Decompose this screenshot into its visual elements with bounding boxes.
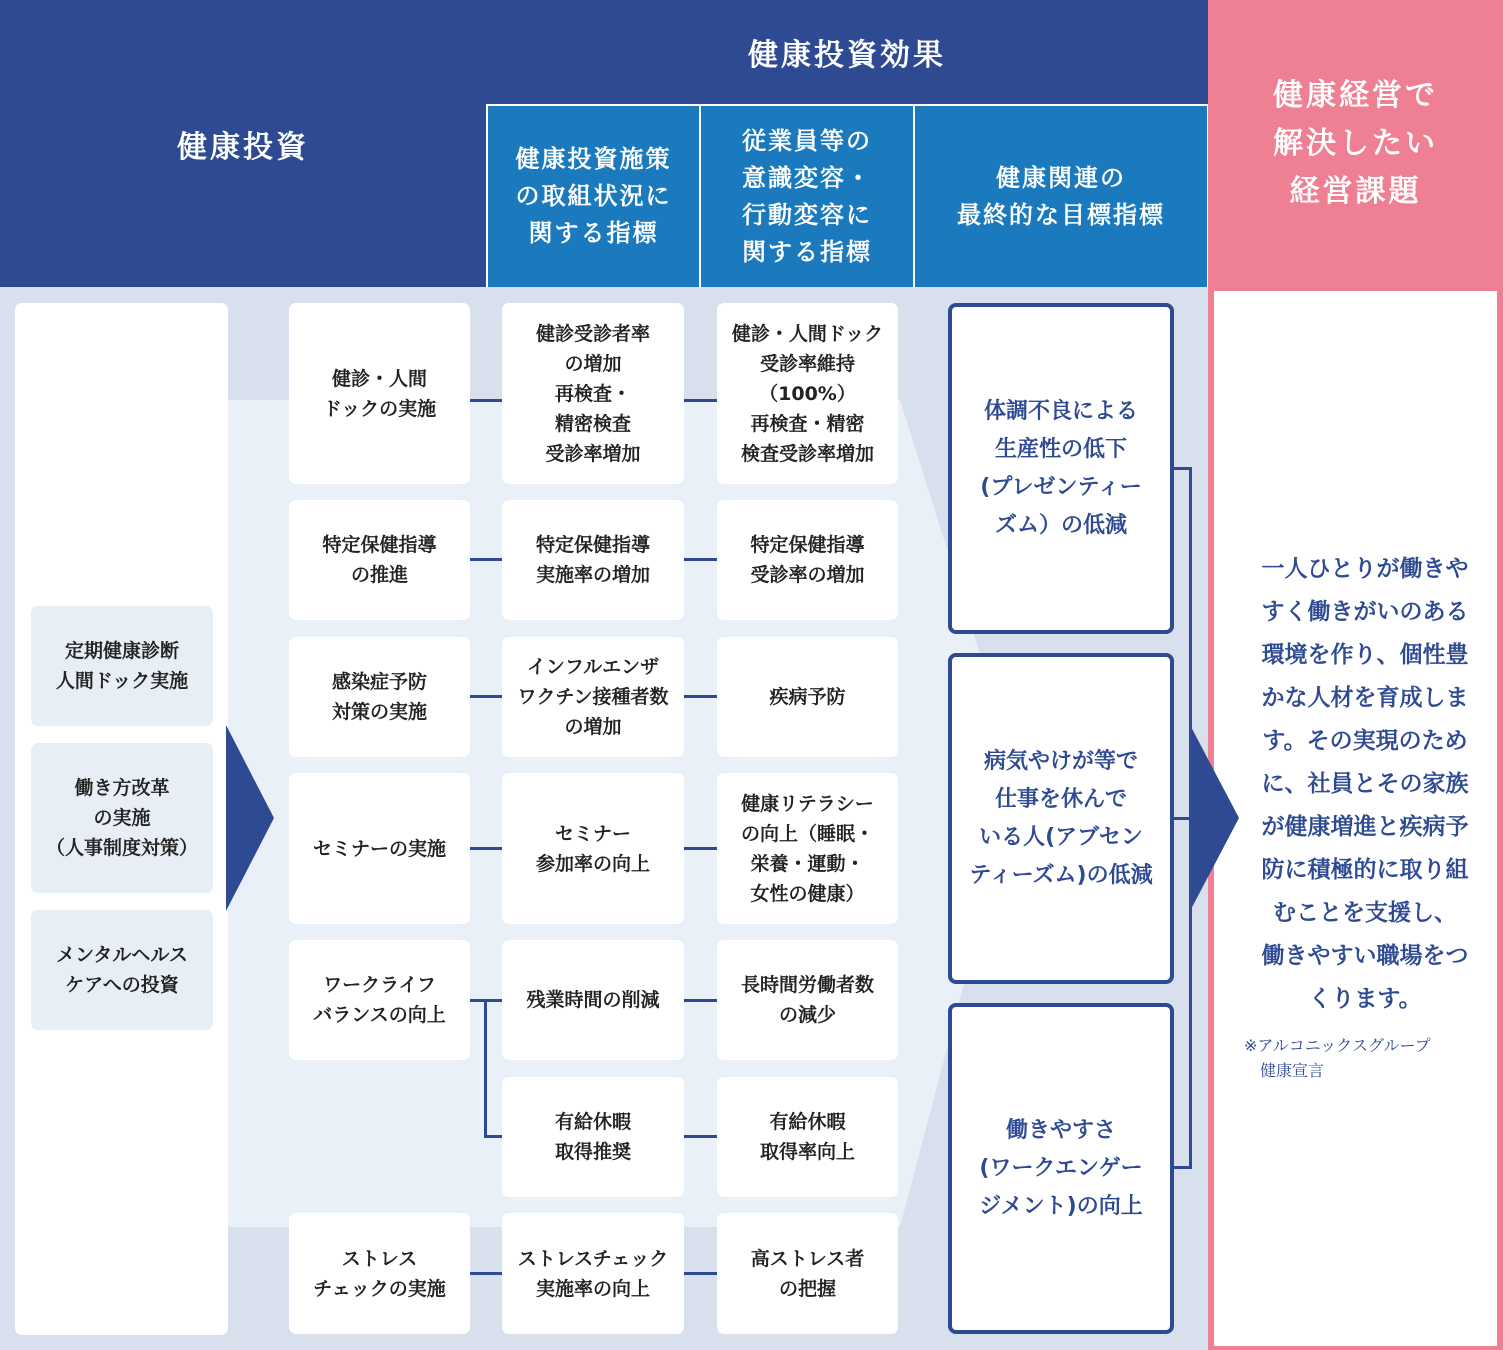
- investment-checkup: 定期健康診断 人間ドック実施: [31, 606, 213, 726]
- outcome-engagement: 働きやすさ (ワークエンゲー ジメント)の向上: [948, 1003, 1174, 1334]
- arrow-right-icon: [226, 725, 276, 911]
- issue-statement: 一人ひとりが働きや すく働きがいのある 環境を作り、個性豊 かな人材を育成しま す。その実現のため に、社員とその家族 が健康増進と疾病予 防に積極的に取り組 むことを支援し、 働きやすい職場をつ くります。: [1261, 556, 1469, 1012]
- connector: [484, 1135, 502, 1138]
- header-behavior-indicator: 従業員等の 意識変容・ 行動変容に 関する指標: [701, 106, 913, 287]
- connector-branch: [484, 999, 487, 1137]
- connector: [470, 399, 502, 402]
- connector: [470, 847, 502, 850]
- behavior-high-stress: 高ストレス者 の把握: [717, 1213, 898, 1334]
- effort-overtime: 残業時間の削減: [502, 940, 684, 1060]
- header-effort-indicator: 健康投資施策 の取組状況に 関する指標: [488, 106, 699, 287]
- connector: [470, 695, 502, 698]
- issue-note: ※アルコニックスグループ 健康宣言: [1244, 1036, 1431, 1080]
- investment-work-reform: 働き方改革 の実施 （人事制度対策）: [31, 743, 213, 893]
- behavior-health-literacy: 健康リテラシー の向上（睡眠・ 栄養・運動・ 女性の健康）: [717, 773, 898, 924]
- effort-stress-check: ストレスチェック 実施率の向上: [502, 1213, 684, 1334]
- effort-checkup: 健診受診者率 の増加 再検査・ 精密検査 受診率増加: [502, 303, 684, 484]
- behavior-health-guidance: 特定保健指導 受診率の増加: [717, 500, 898, 620]
- behavior-checkup: 健診・人間ドック 受診率維持 （100%） 再検査・精密 検査受診率増加: [717, 303, 898, 484]
- connector: [684, 558, 717, 561]
- effort-paid-leave: 有給休暇 取得推奨: [502, 1077, 684, 1197]
- outcome-presenteeism: 体調不良による 生産性の低下 (プレゼンティー ズム）の低減: [948, 303, 1174, 634]
- outcome-absenteeism: 病気やけが等で 仕事を休んで いる人(アブセン ティーズム)の低減: [948, 653, 1174, 984]
- behavior-paid-leave: 有給休暇 取得率向上: [717, 1077, 898, 1197]
- connector: [684, 1135, 717, 1138]
- header-investment: 健康投資: [0, 0, 486, 287]
- measure-stress-check: ストレス チェックの実施: [289, 1213, 470, 1334]
- measure-checkup: 健診・人間 ドックの実施: [289, 303, 470, 484]
- effort-seminar: セミナー 参加率の向上: [502, 773, 684, 924]
- measure-work-life-balance: ワークライフ バランスの向上: [289, 940, 470, 1060]
- header-issue: 健康経営で 解決したい 経営課題: [1208, 0, 1503, 287]
- behavior-long-hours: 長時間労働者数 の減少: [717, 940, 898, 1060]
- effort-health-guidance: 特定保健指導 実施率の増加: [502, 500, 684, 620]
- behavior-disease-prevention: 疾病予防: [717, 637, 898, 757]
- connector: [684, 399, 717, 402]
- measure-seminar: セミナーの実施: [289, 773, 470, 924]
- measure-health-guidance: 特定保健指導 の推進: [289, 500, 470, 620]
- measure-infection-prevention: 感染症予防 対策の実施: [289, 637, 470, 757]
- header-effects: 健康投資効果: [486, 0, 1208, 104]
- connector: [684, 999, 717, 1002]
- connector: [470, 1272, 502, 1275]
- investment-mental-health: メンタルヘルス ケアへの投資: [31, 910, 213, 1030]
- connector: [684, 847, 717, 850]
- connector: [470, 558, 502, 561]
- connector: [684, 1272, 717, 1275]
- connector: [684, 695, 717, 698]
- effort-vaccination: インフルエンザ ワクチン接種者数 の増加: [502, 637, 684, 757]
- header-goal-indicator: 健康関連の 最終的な目標指標: [915, 106, 1207, 287]
- arrow-right-icon: [1189, 723, 1243, 913]
